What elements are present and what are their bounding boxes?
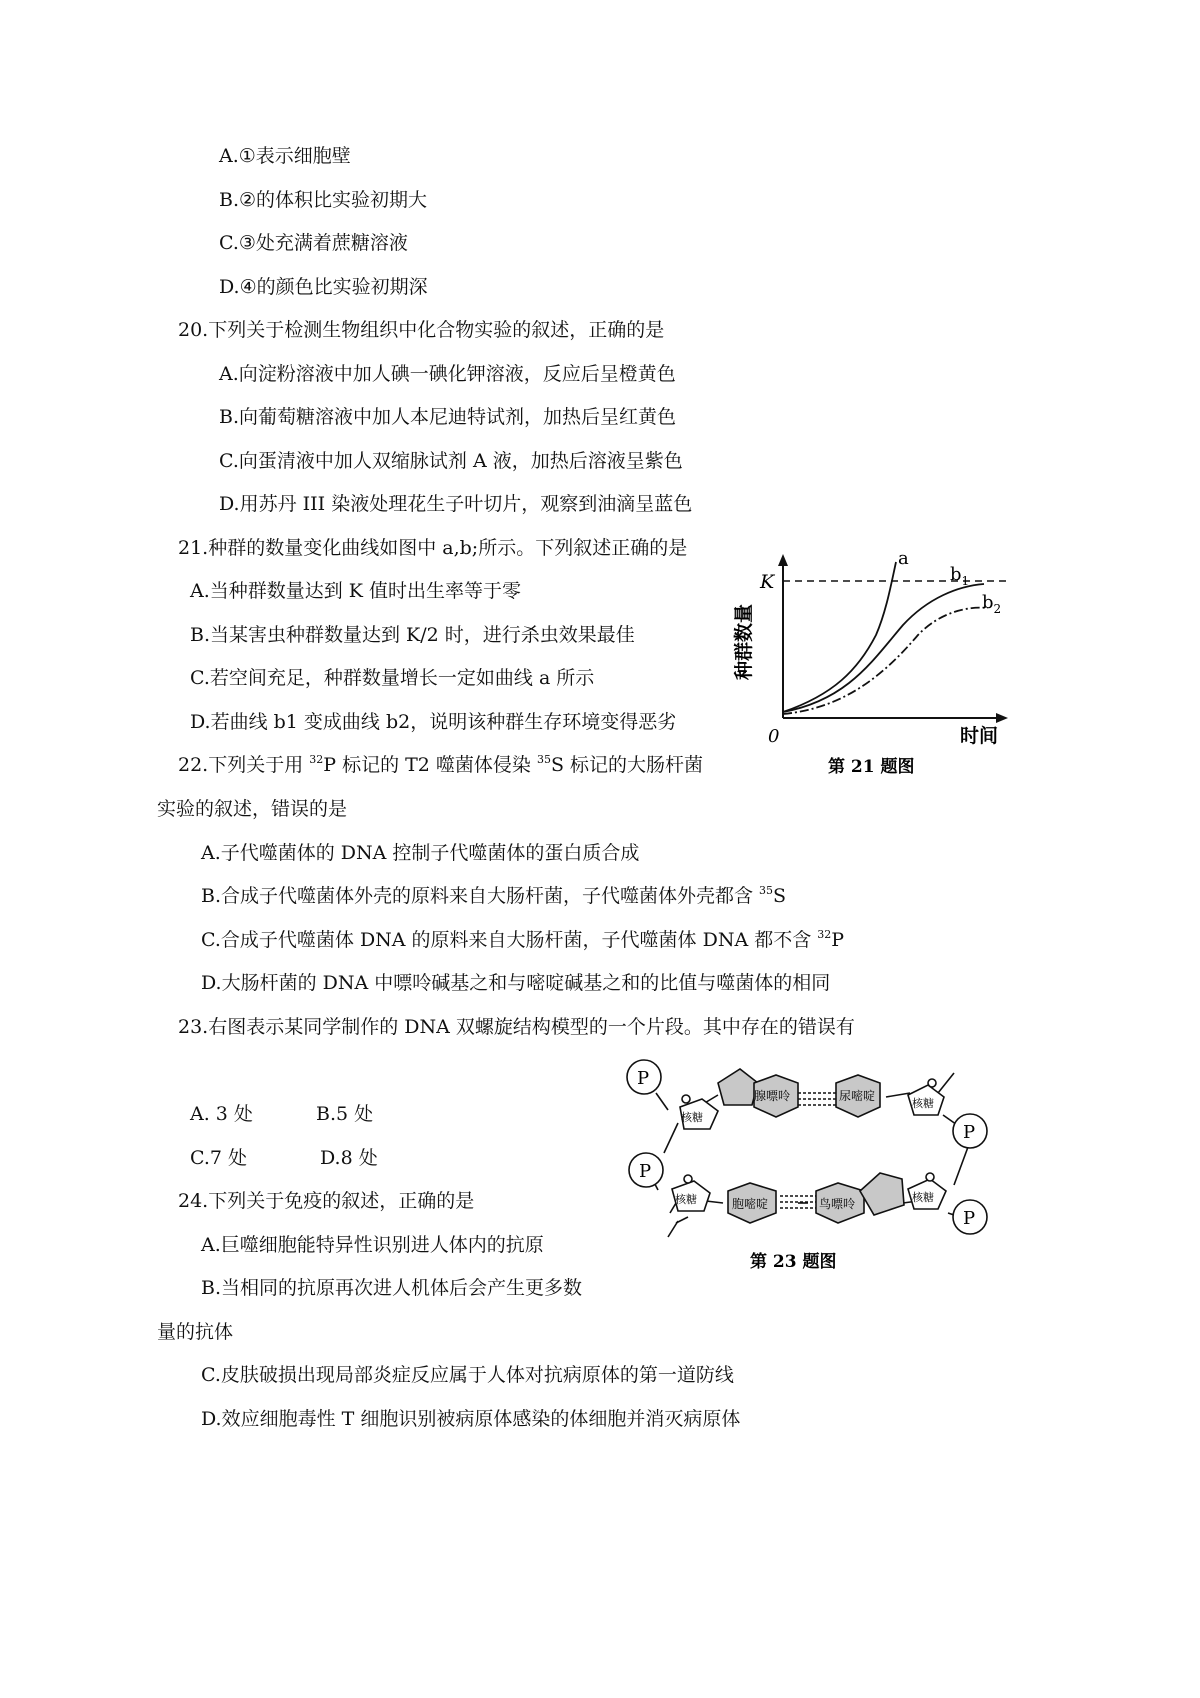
q21-origin-label: 0 <box>768 726 780 747</box>
q19-option-a: A.①表示细胞壁 <box>219 145 351 167</box>
q20-option-a: A.向淀粉溶液中加人碘一碘化钾溶液，反应后呈橙黄色 <box>219 363 676 385</box>
q21-option-a: A.当种群数量达到 K 值时出生率等于零 <box>190 580 522 602</box>
q24-option-c: C.皮肤破损出现局部炎症反应属于人体对抗病原体的第一道防线 <box>201 1364 734 1386</box>
svg-text:P: P <box>963 1208 976 1229</box>
q22-option-a: A.子代噬菌体的 DNA 控制子代噬菌体的蛋白质合成 <box>201 842 640 864</box>
q21-curve-b1 <box>783 584 984 712</box>
svg-text:核糖: 核糖 <box>912 1191 934 1204</box>
q24-stem: 24.下列关于免疫的叙述，正确的是 <box>178 1190 475 1212</box>
svg-text:胞嘧啶: 胞嘧啶 <box>732 1197 769 1211</box>
q23-stem: 23.右图表示某同学制作的 DNA 双螺旋结构模型的一个片段。其中存在的错误有 <box>178 1016 855 1038</box>
q21-curve-b1-label: $b_1$ <box>950 564 970 588</box>
svg-text:核糖: 核糖 <box>681 1111 703 1124</box>
q21-caption: 第 21 题图 <box>828 757 915 777</box>
q21-curve-b2-label: $b_2$ <box>982 592 1002 616</box>
q21-option-d: D.若曲线 b1 变成曲线 b2，说明该种群生存环境变得恶劣 <box>190 711 677 733</box>
q21-k-label: K <box>760 571 775 593</box>
q24-option-d: D.效应细胞毒性 T 细胞识别被病原体感染的体细胞并消灭病原体 <box>201 1408 741 1430</box>
svg-text:核糖: 核糖 <box>675 1193 697 1206</box>
q22-option-b: B.合成子代噬菌体外壳的原料来自大肠杆菌，子代噬菌体外壳都含 $^{35}$S <box>201 884 787 907</box>
q24-option-b: B.当相同的抗原再次进人机体后会产生更多数 <box>201 1277 583 1299</box>
q21-option-c: C.若空间充足，种群数量增长一定如曲线 a 所示 <box>190 667 595 689</box>
q23-caption: 第 23 题图 <box>750 1252 837 1272</box>
svg-text:尿嘧啶: 尿嘧啶 <box>839 1089 876 1103</box>
q20-stem: 20.下列关于检测生物组织中化合物实验的叙述，正确的是 <box>178 319 665 341</box>
q21-figure <box>728 540 1018 780</box>
svg-text:P: P <box>963 1122 976 1143</box>
q22-stem: 22.下列关于用 $^{32}$P 标记的 T2 噬菌体侵染 $^{35}$S 标记的大肠杆菌 <box>178 753 704 776</box>
q23-figure <box>618 1055 1000 1280</box>
svg-text:P: P <box>637 1068 650 1089</box>
q21-x-label: 时间 <box>960 725 999 747</box>
q23-base-top-left-ring <box>718 1069 758 1105</box>
q23-option-b: B.5 处 <box>316 1103 374 1125</box>
svg-text:P: P <box>639 1161 652 1182</box>
q22-stem-line2: 实验的叙述，错误的是 <box>157 798 348 820</box>
q20-option-d: D.用苏丹 III 染液处理花生子叶切片，观察到油滴呈蓝色 <box>219 493 693 515</box>
q23-base-bottom-right-ring <box>860 1173 904 1215</box>
svg-text:腺嘌呤: 腺嘌呤 <box>754 1089 791 1103</box>
q21-x-arrow <box>996 713 1008 723</box>
q21-option-b: B.当某害虫种群数量达到 K/2 时，进行杀虫效果最佳 <box>190 624 635 646</box>
q23-option-a: A. 3 处 <box>190 1103 253 1125</box>
q24-option-b-cont: 量的抗体 <box>157 1321 234 1343</box>
svg-text:鸟嘌呤: 鸟嘌呤 <box>819 1197 856 1211</box>
q22-option-d: D.大肠杆菌的 DNA 中嘌呤碱基之和与嘧啶碱基之和的比值与噬菌体的相同 <box>201 972 831 994</box>
q19-option-b: B.②的体积比实验初期大 <box>219 189 428 211</box>
q19-option-d: D.④的颜色比实验初期深 <box>219 276 428 298</box>
q19-option-c: C.③处充满着蔗糖溶液 <box>219 232 408 254</box>
svg-text:核糖: 核糖 <box>912 1097 934 1110</box>
q21-stem: 21.种群的数量变化曲线如图中 a,b;所示。下列叙述正确的是 <box>178 537 688 559</box>
q23-option-c: C.7 处 <box>190 1147 248 1169</box>
q20-option-c: C.向蛋清液中加人双缩脉试剂 A 液，加热后溶液呈紫色 <box>219 450 683 472</box>
q24-option-a: A.巨噬细胞能特异性识别进人体内的抗原 <box>201 1234 544 1256</box>
q21-y-label: 种群数量 <box>733 603 755 680</box>
q23-option-d: D.8 处 <box>320 1147 378 1169</box>
q21-y-arrow <box>778 554 788 566</box>
q20-option-b: B.向葡萄糖溶液中加人本尼迪特试剂，加热后呈红黄色 <box>219 406 677 428</box>
q22-option-c: C.合成子代噬菌体 DNA 的原料来自大肠杆菌，子代噬菌体 DNA 都不含 $^{32}$P <box>201 928 845 951</box>
q21-curve-a-label: a <box>898 548 909 569</box>
